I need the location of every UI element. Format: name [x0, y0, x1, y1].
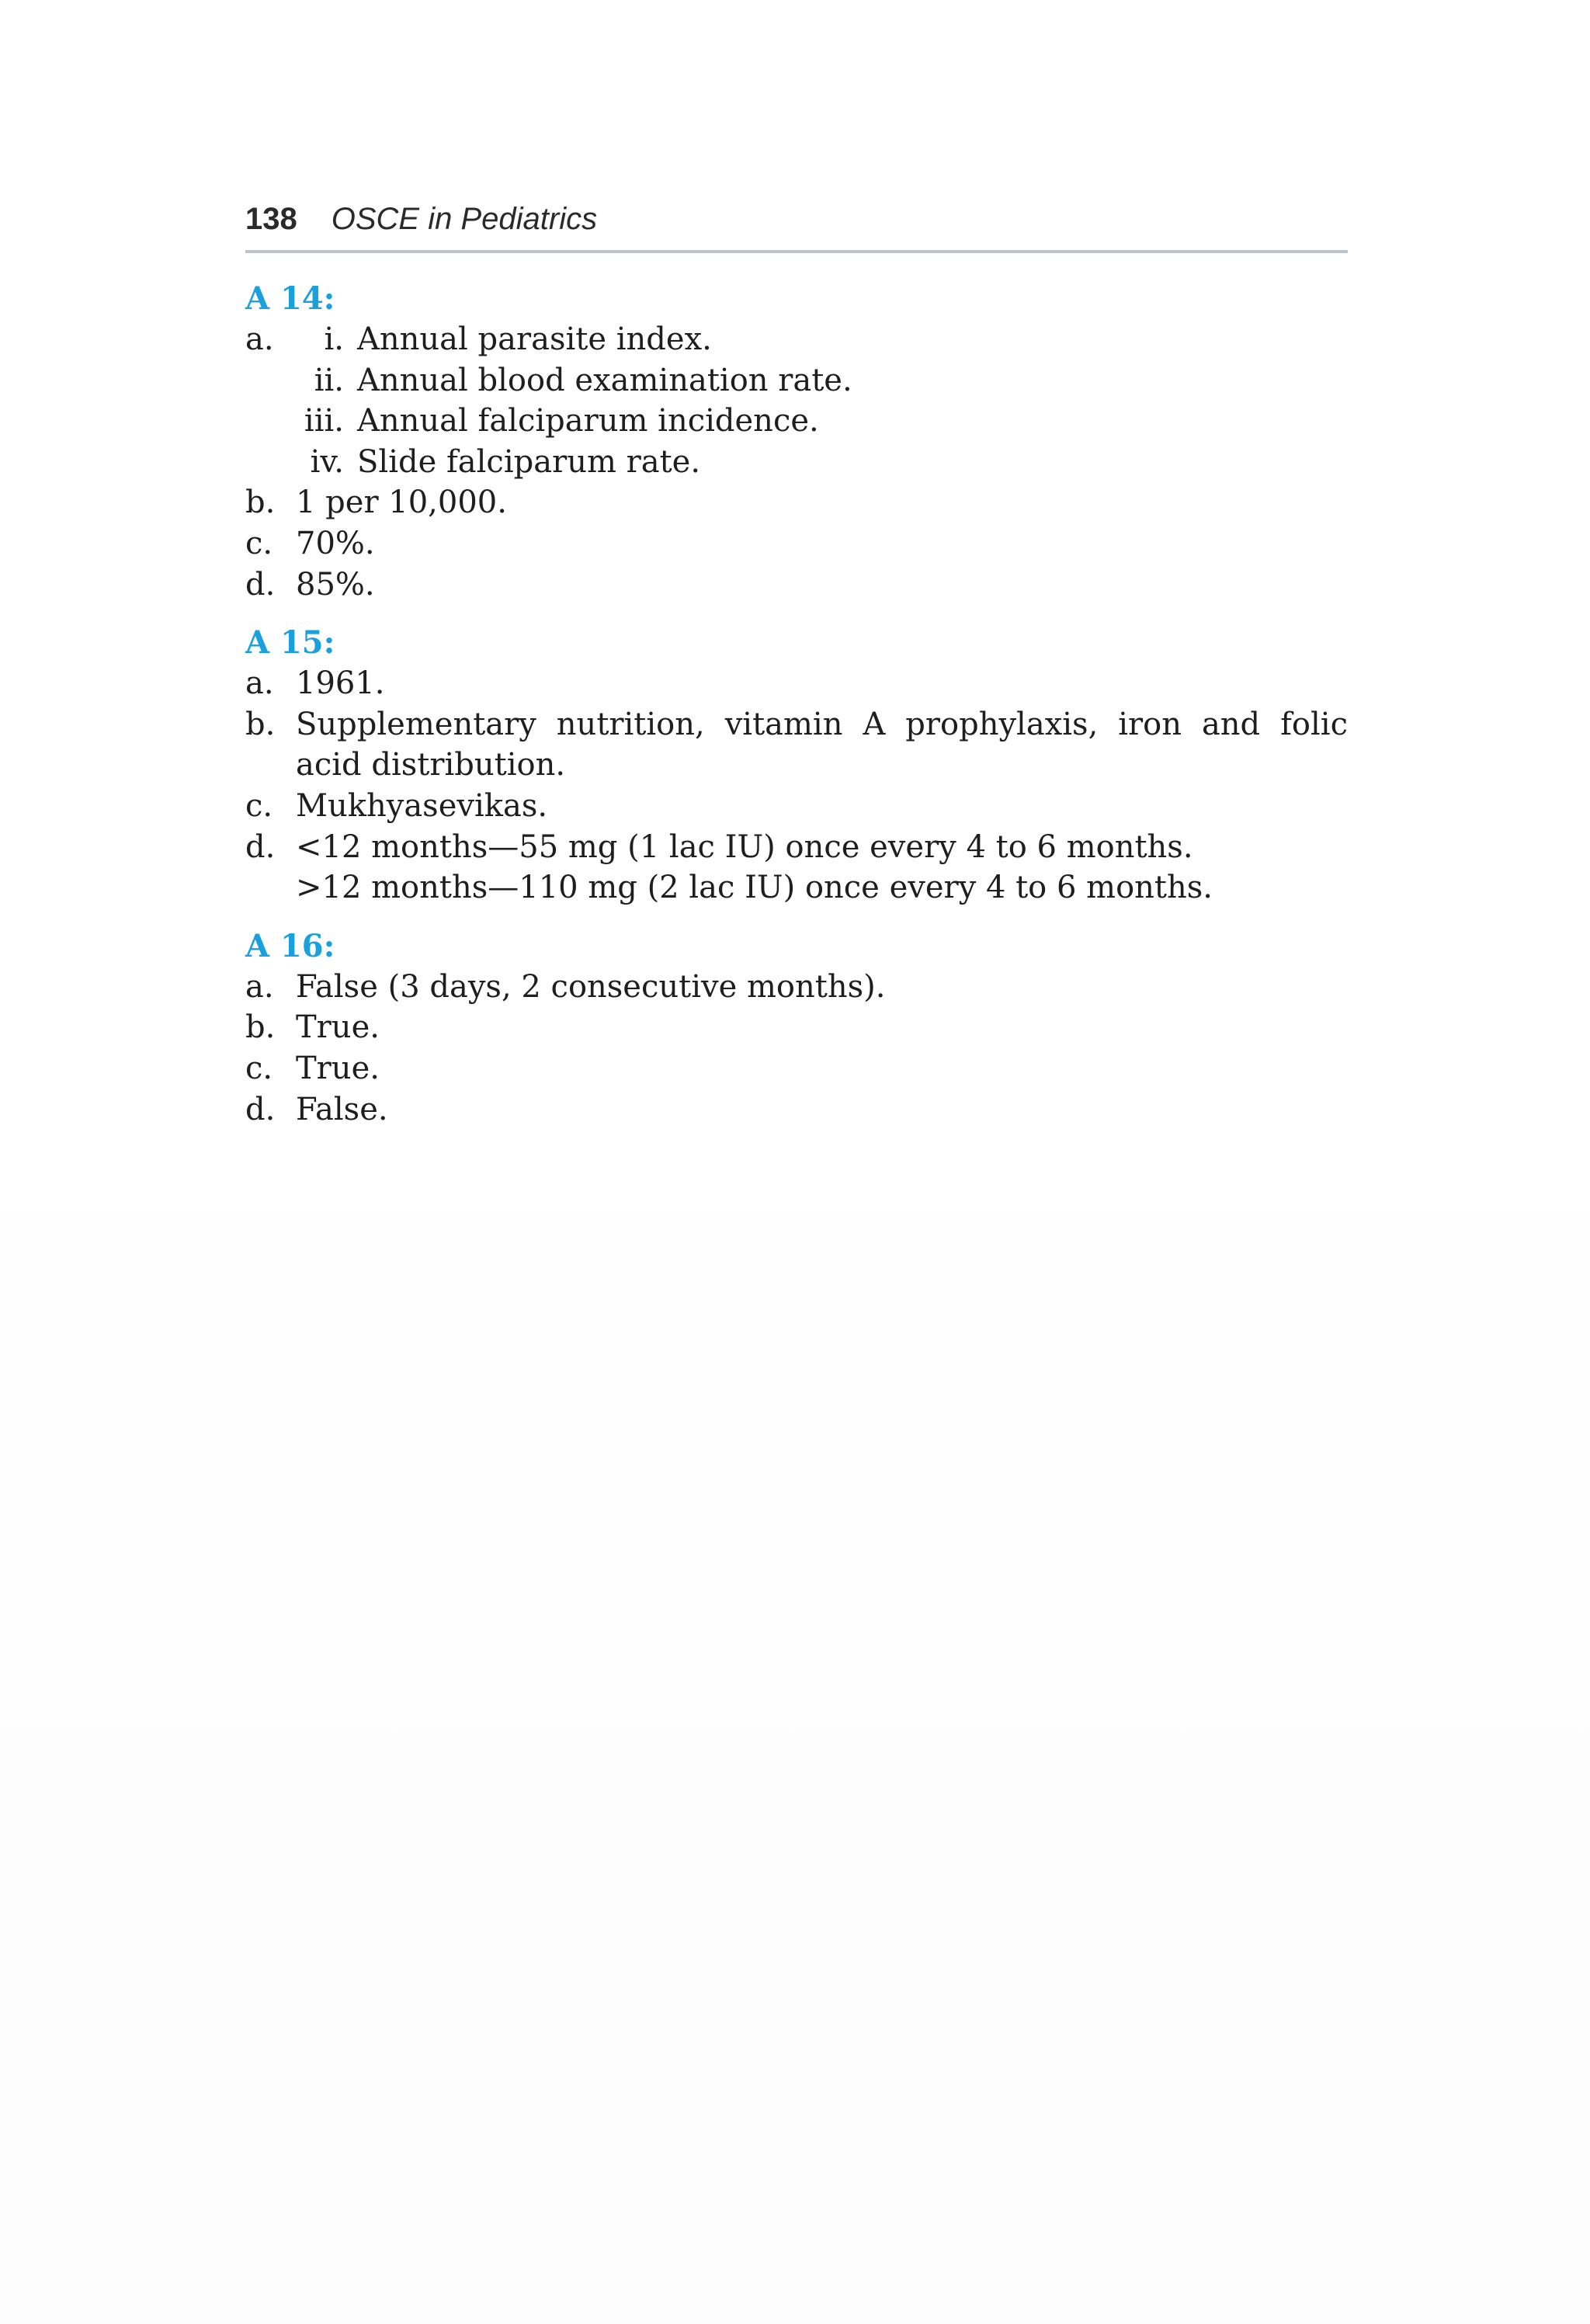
list-item	[245, 704, 1348, 786]
list-item	[245, 827, 1348, 868]
item-text: False (3 days, 2 consecutive months).	[296, 968, 886, 1005]
item-text: True.	[296, 1009, 380, 1046]
item-continuation: >12 months—110 mg (2 lac IU) once every 4 to 6 months.	[296, 870, 1213, 906]
list-item	[245, 482, 1348, 523]
roman-numeral: ii.	[314, 362, 344, 398]
list-item	[245, 1089, 1348, 1131]
item-label: b.	[245, 706, 276, 742]
list-item	[245, 1007, 1348, 1048]
item-label: a.	[245, 321, 274, 357]
book-title: OSCE in Pediatrics	[331, 202, 598, 236]
item-label: c.	[245, 1050, 273, 1086]
item-text: <12 months—55 mg (1 lac IU) once every 4 to 6 months.	[296, 829, 1193, 865]
item-label: d.	[245, 566, 276, 603]
answer-15-heading: A 15:	[245, 624, 335, 662]
item-text: 70%.	[296, 525, 375, 561]
answer-16	[245, 926, 1348, 1130]
item-text: Annual blood examination rate.	[357, 362, 852, 398]
item-text: 1 per 10,000.	[296, 485, 507, 521]
roman-numeral: iii.	[304, 403, 344, 439]
running-head	[245, 196, 1348, 252]
roman-numeral: i.	[324, 321, 344, 357]
item-label: d.	[245, 829, 276, 865]
item-label: c.	[245, 525, 273, 561]
item-text: Mukhyasevikas.	[296, 787, 548, 824]
item-label: a.	[245, 968, 274, 1005]
list-item	[245, 663, 1348, 704]
answer-16-heading: A 16:	[245, 927, 335, 964]
list-item	[245, 319, 1348, 360]
answer-14	[245, 278, 1348, 605]
item-text: 85%.	[296, 566, 375, 603]
item-label: c.	[245, 787, 273, 824]
item-text: Supplementary nutrition, vitamin A prophylaxis, iron and folic acid distribution.	[296, 706, 1348, 783]
item-text: Slide falciparum rate.	[357, 443, 701, 480]
list-item	[245, 442, 1348, 483]
item-text: Annual parasite index.	[357, 321, 712, 357]
list-item	[245, 967, 1348, 1008]
item-label: d.	[245, 1091, 276, 1127]
item-label: a.	[245, 665, 274, 702]
roman-numeral: iv.	[310, 443, 344, 480]
item-text: True.	[296, 1050, 380, 1086]
item-text: Annual falciparum incidence.	[357, 403, 819, 439]
list-item	[245, 360, 1348, 401]
answer-14-heading: A 14:	[245, 280, 335, 317]
list-item	[245, 564, 1348, 606]
item-text: 1961.	[296, 665, 385, 702]
list-item	[245, 523, 1348, 564]
list-item	[245, 401, 1348, 442]
list-item	[245, 1048, 1348, 1089]
header-rule	[245, 250, 1348, 253]
page-number: 138	[245, 202, 297, 236]
answer-content	[245, 278, 1348, 1147]
item-label: b.	[245, 485, 276, 521]
list-item	[245, 786, 1348, 827]
answer-15	[245, 622, 1348, 908]
item-text: False.	[296, 1091, 388, 1127]
item-label: b.	[245, 1009, 276, 1046]
